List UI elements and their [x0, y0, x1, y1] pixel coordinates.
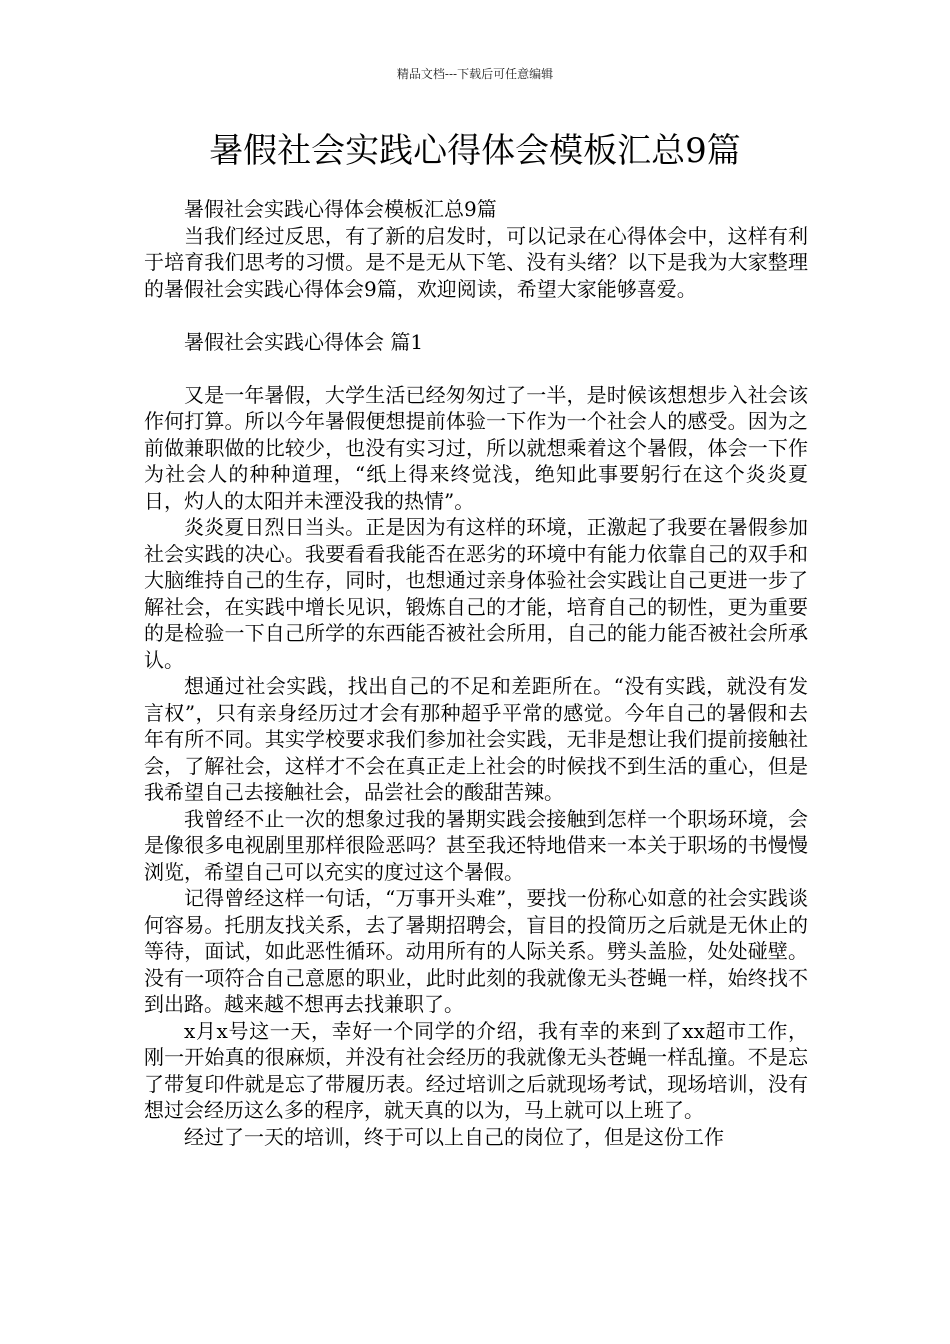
section-heading: 暑假社会实践心得体会 篇1: [184, 329, 424, 354]
document-title: 暑假社会实践心得体会模板汇总9篇: [209, 131, 741, 171]
spacer: [144, 355, 808, 382]
intro-subtitle: 暑假社会实践心得体会模板汇总9篇: [184, 197, 497, 221]
document-body: [144, 196, 808, 1150]
body-paragraph: x月x号这一天，幸好一个同学的介绍，我有幸的来到了xx超市工作，刚一开始真的很麻烦，并没有社会经历的我就像无头苍蝇一样乱撞。不是忘了带复印件就是忘了带履历表。经过培训之后就现场考试，现场培训，没有想过会经历这么多的程序，就天真的以为，马上就可以上班了。: [144, 1018, 808, 1122]
body-paragraph: 炎炎夏日烈日当头。正是因为有这样的环境，正激起了我要在暑假参加社会实践的决心。我要看看我能否在恶劣的环境中有能力依靠自己的双手和大脑维持自己的生存，同时，也想通过亲身体验社会实践让自己更进一步了解社会，在实践中增长见识，锻炼自己的才能，培育自己的韧性，更为重要的是检验一下自己所学的东西能否被社会所用，自己的能力能否被社会所承认。: [144, 515, 808, 672]
body-paragraph: 经过了一天的培训，终于可以上自己的岗位了，但是这份工作: [184, 1124, 724, 1149]
body-paragraph: 我曾经不止一次的想象过我的暑期实践会接触到怎样一个职场环境，会是像很多电视剧里那样很险恶吗？甚至我还特地借来一本关于职场的书慢慢浏览，希望自己可以充实的度过这个暑假。: [144, 806, 808, 884]
body-paragraph: 又是一年暑假，大学生活已经匆匆过了一半，是时候该想想步入社会该作何打算。所以今年暑假便想提前体验一下作为一个社会人的感受。因为之前做兼职做的比较少，也没有实习过，所以就想乘着这个暑假，体会一下作为社会人的种种道理，“纸上得来终觉浅，绝知此事要躬行在这个炎炎夏日，灼人的太阳并未湮没我的热情”。: [144, 382, 808, 513]
spacer: [144, 302, 808, 329]
header-note: 精品文档---下载后可任意编辑: [396, 67, 554, 81]
body-paragraph: 记得曾经这样一句话，“万事开头难”，要找一份称心如意的社会实践谈何容易。托朋友找关系，去了暑期招聘会，盲目的投简历之后就是无休止的等待，面试，如此恶性循环。动用所有的人际关系。劈头盖脸，处处碰壁。没有一项符合自己意愿的职业，此时此刻的我就像无头苍蝇一样，始终找不到出路。越来越不想再去找兼职了。: [144, 886, 808, 1016]
body-paragraph: 想通过社会实践，找出自己的不足和差距所在。“没有实践，就没有发言权”，只有亲身经历过才会有那种超乎平常的感觉。今年自己的暑假和去年有所不同。其实学校要求我们参加社会实践，无非是想让我们提前接触社会，了解社会，这样才不会在真正走上社会的时候找不到生活的重心，但是我希望自己去接触社会，品尝社会的酸甜苦辣。: [144, 674, 808, 804]
intro-paragraph: 当我们经过反思，有了新的启发时，可以记录在心得体会中，这样有利于培育我们思考的习惯。是不是无从下笔、没有头绪？以下是我为大家整理的暑假社会实践心得体会9篇，欢迎阅读，希望大家能够喜爱。: [144, 223, 808, 301]
